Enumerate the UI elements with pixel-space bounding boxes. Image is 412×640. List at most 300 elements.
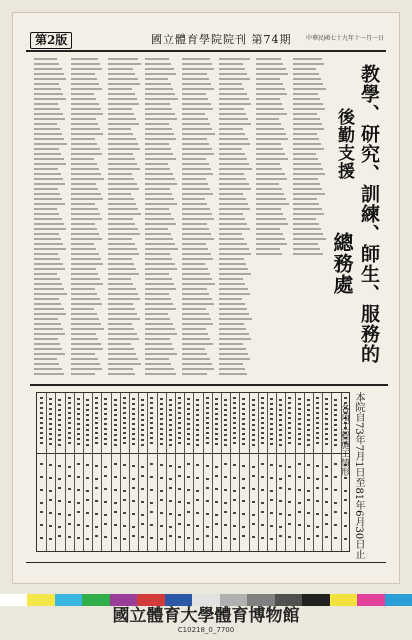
table-cell-mark [132,398,135,400]
headline-line-1: 教學、研究、訓練、師生、服務的 [358,64,380,364]
table-cell-mark [215,501,218,503]
text-line [182,88,214,90]
table-cell-mark [215,408,218,410]
table-cell-mark [49,413,52,415]
table-cell-mark [252,444,255,446]
text-line [182,328,206,330]
text-line [145,303,173,305]
text-line [219,223,247,225]
table-cell-mark [58,409,61,411]
table-column-rule [55,393,56,551]
table-cell-mark [150,463,153,465]
table-cell-mark [40,524,43,526]
table-cell-mark [86,490,89,492]
table-cell-mark [307,424,310,426]
table-cell-mark [86,429,89,431]
table-cell-mark [58,434,61,436]
table-cell-mark [169,513,172,515]
table-cell-mark [215,423,218,425]
table-cell-mark [169,465,172,467]
text-line [293,218,316,220]
text-line [145,253,170,255]
table-cell-mark [95,513,98,515]
table-cell-mark [169,414,172,416]
table-cell-mark [233,538,236,540]
table-cell-mark [279,434,282,436]
text-line [71,348,103,350]
table-cell-mark [233,412,236,414]
table-cell-mark [68,442,71,444]
table-cell-mark [196,404,199,406]
text-line [34,263,63,265]
table-cell-mark [224,414,227,416]
table-cell-mark [95,407,98,409]
table-cell-mark [233,499,236,501]
text-line [71,213,100,215]
table-cell-mark [334,537,337,539]
table-cell-mark [242,465,245,467]
text-line [108,198,134,200]
table-cell-mark [187,433,190,435]
table-cell-mark [307,404,310,406]
table-cell-mark [114,419,117,421]
table-cell-mark [141,488,144,490]
table-cell-mark [114,434,117,436]
text-line [293,103,323,105]
table-cell-mark [187,438,190,440]
text-line [219,198,246,200]
table-cell-mark [298,423,301,425]
table-cell-mark [95,478,98,480]
text-line [34,153,61,155]
text-line [34,338,58,340]
table-cell-mark [150,537,153,539]
text-line [293,153,316,155]
table-cell-mark [233,477,236,479]
table-cell-mark [242,535,245,537]
text-line [108,268,136,270]
table-cell-mark [123,512,126,514]
text-line [71,273,98,275]
table-cell-mark [104,433,107,435]
text-line [182,153,214,155]
table-cell-mark [141,434,144,436]
table-cell-mark [224,511,227,513]
text-line [182,178,206,180]
table-cell-mark [178,407,181,409]
table-cell-mark [288,427,291,429]
text-line [34,93,63,95]
table-cell-mark [206,407,209,409]
table-cell-mark [86,399,89,401]
text-line [34,128,60,130]
table-cell-mark [261,427,264,429]
table-cell-mark [242,408,245,410]
table-column-rule [92,393,93,551]
table-cell-mark [150,422,153,424]
table-cell-mark [242,418,245,420]
table-cell-mark [233,490,236,492]
text-line [34,283,62,285]
table-column-rule [120,393,121,551]
text-line [182,173,213,175]
text-line [182,143,209,145]
text-line [145,238,173,240]
table-cell-mark [160,464,163,466]
table-cell-mark [215,514,218,516]
table-cell-mark [95,397,98,399]
text-line [108,223,135,225]
table-cell-mark [40,397,43,399]
text-line [108,63,141,65]
text-line [256,158,288,160]
table-cell-mark [270,428,273,430]
text-line [293,203,319,205]
text-line [108,303,133,305]
table-cell-mark [224,489,227,491]
table-column-rule [101,393,102,551]
table-cell-mark [252,429,255,431]
table-column-rule [129,393,130,551]
text-line [71,343,101,345]
text-line [145,248,178,250]
text-line [219,178,246,180]
text-line [34,218,62,220]
text-line [182,368,214,370]
table-cell-mark [77,398,80,400]
table-cell-mark [233,427,236,429]
text-line [108,328,134,330]
table-cell-mark [334,399,337,401]
table-cell-mark [206,465,209,467]
table-cell-mark [68,432,71,434]
table-cell-mark [132,478,135,480]
text-line [182,93,206,95]
table-cell-mark [279,535,282,537]
table-cell-mark [77,408,80,410]
text-line [219,68,245,70]
table-cell-mark [68,412,71,414]
text-line [145,113,175,115]
text-line [145,273,169,275]
text-line [219,83,242,85]
table-cell-mark [58,487,61,489]
text-line [71,208,98,210]
table-cell-mark [114,511,117,513]
text-line [34,83,59,85]
text-line [108,258,132,260]
table-cell-mark [298,428,301,430]
text-line [108,123,139,125]
table-cell-mark [279,465,282,467]
text-line [256,103,282,105]
text-line [219,318,252,320]
table-cell-mark [104,536,107,538]
text-line [219,328,246,330]
text-line [108,118,136,120]
table-cell-mark [298,398,301,400]
table-cell-mark [215,398,218,400]
text-line [219,243,247,245]
table-cell-mark [206,437,209,439]
table-cell-mark [298,463,301,465]
table-cell-mark [178,432,181,434]
text-line [293,188,322,190]
text-line [182,313,209,315]
table-cell-mark [334,444,337,446]
table-cell-mark [261,422,264,424]
text-column [219,58,252,380]
table-cell-mark [196,434,199,436]
text-line [182,98,208,100]
table-cell-mark [288,466,291,468]
text-line [182,243,206,245]
text-line [182,193,213,195]
text-line [145,278,172,280]
table-cell-mark [49,464,52,466]
text-line [108,208,138,210]
text-line [256,68,286,70]
table-cell-mark [316,465,319,467]
text-line [219,133,245,135]
text-line [293,128,324,130]
text-line [34,73,64,75]
table-cell-mark [114,414,117,416]
text-line [71,358,98,360]
table-cell-mark [196,414,199,416]
text-line [71,93,94,95]
table-cell-mark [178,475,181,477]
text-line [145,323,173,325]
text-line [219,208,250,210]
text-line [182,78,209,80]
table-cell-mark [114,502,117,504]
table-cell-mark [114,439,117,441]
text-line [182,333,208,335]
table-cell-mark [252,475,255,477]
text-line [219,143,250,145]
text-line [256,223,288,225]
text-line [293,123,322,125]
table-cell-mark [279,429,282,431]
footer-rule [26,562,386,563]
text-line [182,133,215,135]
table-cell-mark [206,442,209,444]
table-cell-mark [307,419,310,421]
table-cell-mark [160,477,163,479]
table-cell-mark [58,513,61,515]
table-column-rule [295,393,296,551]
table-cell-mark [242,487,245,489]
table-cell-mark [132,438,135,440]
table-cell-mark [187,443,190,445]
text-line [34,243,63,245]
text-line [293,198,317,200]
archive-code: C10218_0_7700 [177,626,235,634]
text-line [219,158,247,160]
text-line [256,153,285,155]
table-cell-mark [68,466,71,468]
table-column-rule [322,393,323,551]
text-line [108,143,138,145]
table-cell-mark [196,439,199,441]
table-cell-mark [178,397,181,399]
table-cell-mark [86,414,89,416]
table-cell-mark [58,500,61,502]
text-line [256,188,282,190]
table-cell-mark [270,464,273,466]
table-cell-mark [242,443,245,445]
text-line [145,173,173,175]
text-line [219,108,244,110]
text-line [71,128,100,130]
table-cell-mark [242,398,245,400]
text-line [182,188,210,190]
text-column [145,58,178,380]
table-cell-mark [196,464,199,466]
table-cell-mark [252,414,255,416]
text-column [108,58,141,380]
text-line [108,58,138,60]
table-cell-mark [279,500,282,502]
table-cell-mark [288,432,291,434]
table-cell-mark [132,413,135,415]
table-cell-mark [261,442,264,444]
table-cell-mark [233,442,236,444]
table-cell-mark [334,463,337,465]
table-cell-mark [132,408,135,410]
table-cell-mark [196,424,199,426]
table-cell-mark [325,488,328,490]
text-line [293,138,319,140]
table-cell-mark [242,526,245,528]
text-line [34,373,64,375]
text-line [219,88,244,90]
text-line [34,343,60,345]
table-cell-mark [169,535,172,537]
table-cell-mark [215,523,218,525]
table-column-rule [175,393,176,551]
table-cell-mark [114,524,117,526]
table-cell-mark [288,475,291,477]
table-cell-mark [288,437,291,439]
table-cell-mark [141,419,144,421]
table-cell-mark [242,428,245,430]
text-line [145,88,173,90]
table-cell-mark [307,429,310,431]
text-line [219,338,251,340]
table-column-rule [239,393,240,551]
table-cell-mark [224,409,227,411]
text-line [219,228,250,230]
table-cell-mark [123,397,126,399]
table-cell-mark [196,399,199,401]
text-line [145,108,172,110]
table-cell-mark [261,402,264,404]
table-cell-mark [178,488,181,490]
table-cell-mark [95,442,98,444]
table-column-rule [65,393,66,551]
table-cell-mark [123,437,126,439]
text-line [145,178,175,180]
text-line [145,328,175,330]
table-cell-mark [288,407,291,409]
text-line [34,358,57,360]
table-cell-mark [224,537,227,539]
table-column-rule [258,393,259,551]
text-line [145,103,170,105]
table-cell-mark [288,402,291,404]
table-cell-mark [68,427,71,429]
table-cell-mark [141,523,144,525]
table-cell-mark [77,423,80,425]
table-cell-mark [141,404,144,406]
text-line [145,153,173,155]
text-line [182,213,212,215]
text-line [71,58,98,60]
text-line [182,323,213,325]
text-line [145,73,176,75]
table-cell-mark [104,398,107,400]
text-line [71,328,104,330]
text-line [219,268,248,270]
text-line [71,83,99,85]
table-cell-mark [123,417,126,419]
text-line [293,208,322,210]
text-line [71,313,97,315]
table-cell-mark [224,429,227,431]
table-cell-mark [325,403,328,405]
text-line [108,113,134,115]
table-cell-mark [279,409,282,411]
text-line [256,173,285,175]
text-line [256,198,286,200]
text-line [34,58,57,60]
table-cell-mark [279,419,282,421]
table-cell-mark [279,404,282,406]
table-cell-mark [104,523,107,525]
table-cell-mark [77,443,80,445]
table-cell-mark [187,413,190,415]
table-cell-mark [95,487,98,489]
text-line [108,338,139,340]
text-line [108,233,140,235]
text-line [34,288,64,290]
text-line [219,78,250,80]
text-line [71,163,97,165]
text-line [182,308,206,310]
table-cell-mark [242,513,245,515]
table-cell-mark [123,407,126,409]
table-cell-mark [169,444,172,446]
table-column-rule [304,393,305,551]
table-cell-mark [206,526,209,528]
text-line [71,103,99,105]
text-line [108,218,133,220]
table-cell-mark [233,512,236,514]
text-line [71,353,95,355]
table-cell-mark [206,397,209,399]
text-line [219,363,243,365]
table-cell-mark [123,490,126,492]
museum-watermark: 國立體育大學體育博物館 [112,606,300,626]
table-cell-mark [307,490,310,492]
table-cell-mark [58,429,61,431]
table-cell-mark [206,487,209,489]
text-line [108,238,132,240]
text-line [219,288,248,290]
table-cell-mark [270,438,273,440]
